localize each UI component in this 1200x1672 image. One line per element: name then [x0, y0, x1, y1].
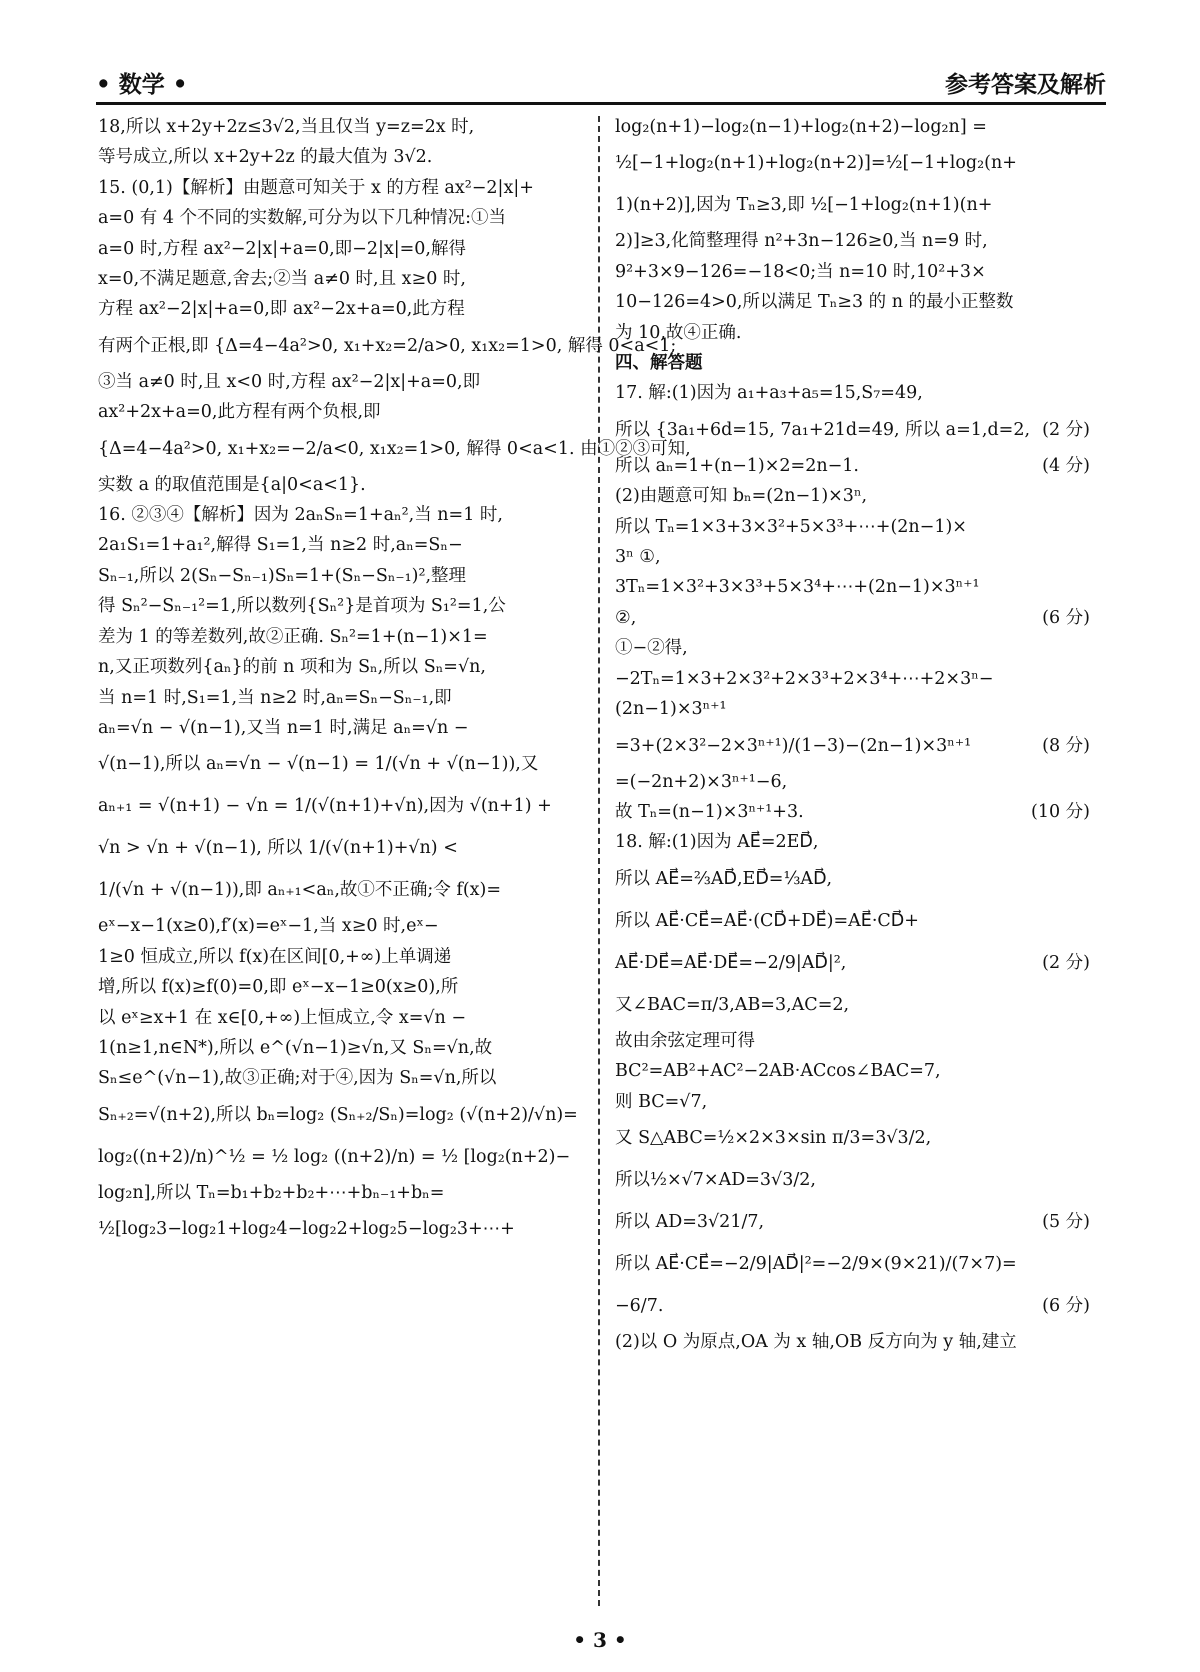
- text-line: 16. ②③④【解析】因为 2aₙSₙ=1+aₙ²,当 n=1 时,: [98, 505, 503, 526]
- text-line: [615, 725, 1090, 767]
- line-text: 1)(n+2)],因为 Tₙ≥3,即 ½[−1+log₂(n+1)(n+: [615, 195, 993, 216]
- text-line: [615, 900, 1090, 942]
- text-line: Sₙ₊₂=√(n+2),所以 bₙ=log₂ (Sₙ₊₂/Sₙ)=log₂ (√(n+2)/√n)=: [98, 1104, 578, 1125]
- text-line: [615, 142, 1090, 184]
- text-line: aₙ=√n − √(n−1),又当 n=1 时,满足 aₙ=√n −: [98, 717, 469, 738]
- line-text: 9²+3×9−126=−18<0;当 n=10 时,10²+3×: [615, 261, 986, 282]
- text-line: 差为 1 的等差数列,故②正确. Sₙ²=1+(n−1)×1=: [98, 626, 488, 647]
- right-column: [615, 112, 1090, 1357]
- line-text: =3+(2×3²−2×3ⁿ⁺¹)/(1−3)−(2n−1)×3ⁿ⁺¹: [615, 735, 972, 756]
- line-text: =(−2n+2)×3ⁿ⁺¹−6,: [615, 771, 788, 792]
- text-line: aₙ₊₁ = √(n+1) − √n = 1/(√(n+1)+√n),因为 √(n+1) +: [98, 796, 552, 817]
- line-text: 为 10,故④正确.: [615, 322, 742, 343]
- line-text: 故 Tₙ=(n−1)×3ⁿ⁺¹+3.: [615, 801, 804, 822]
- line-text: 四、解答题: [615, 353, 703, 374]
- text-line: [615, 287, 1090, 317]
- text-line: [615, 572, 1090, 602]
- text-line: [615, 226, 1090, 256]
- text-line: [615, 1087, 1090, 1117]
- subject-label: • 数学 •: [96, 71, 188, 98]
- text-line: 1/(√n + √(n−1)),即 aₙ₊₁<aₙ,故①不正确;令 f(x)=: [98, 880, 502, 901]
- text-line: [615, 481, 1090, 511]
- line-text: log₂(n+1)−log₂(n−1)+log₂(n+2)−log₂n] =: [615, 117, 987, 137]
- score-marker: (6 分): [1042, 1295, 1090, 1316]
- text-line: 15. (0,1)【解析】由题意可知关于 x 的方程 ax²−2|x|+: [98, 177, 534, 198]
- line-text: 所以 Tₙ=1×3+3×3²+5×3³+⋯+(2n−1)×: [615, 516, 967, 537]
- text-line: [615, 664, 1090, 694]
- text-line: 实数 a 的取值范围是{a|0<a<1}.: [98, 474, 366, 495]
- text-line: √(n−1),所以 aₙ=√n − √(n−1) = 1/(√n + √(n−1)),又: [98, 754, 539, 775]
- section-heading: [615, 348, 1090, 378]
- line-text: (2n−1)×3ⁿ⁺¹: [615, 699, 727, 720]
- text-line: n,又正项数列{aₙ}的前 n 项和为 Sₙ,所以 Sₙ=√n,: [98, 657, 486, 678]
- text-line: 当 n=1 时,S₁=1,当 n≥2 时,aₙ=Sₙ−Sₙ₋₁,即: [98, 687, 452, 708]
- text-line: ½[log₂3−log₂1+log₂4−log₂2+log₂5−log₂3+⋯+: [98, 1219, 515, 1240]
- text-line: 等号成立,所以 x+2y+2z 的最大值为 3√2.: [98, 147, 433, 168]
- line-text: 所以 {3a₁+6d=15, 7a₁+21d=49, 所以 a=1,d=2,: [615, 419, 1031, 440]
- text-line: [615, 633, 1090, 663]
- text-line: [615, 858, 1090, 900]
- line-text: 3ⁿ ①,: [615, 547, 661, 568]
- line-text: 17. 解:(1)因为 a₁+a₃+a₅=15,S₇=49,: [615, 383, 923, 404]
- line-text: 3Tₙ=1×3²+3×3³+5×3⁴+⋯+(2n−1)×3ⁿ⁺¹: [615, 577, 980, 598]
- text-line: [615, 942, 1090, 984]
- text-line: [615, 542, 1090, 572]
- text-line: eˣ−x−1(x≥0),f′(x)=eˣ−1,当 x≥0 时,eˣ−: [98, 916, 439, 937]
- text-line: x=0,不满足题意,舍去;②当 a≠0 时,且 x≥0 时,: [98, 269, 466, 290]
- line-text: 故由余弦定理可得: [615, 1030, 755, 1051]
- text-line: [615, 767, 1090, 797]
- text-line: [615, 694, 1090, 724]
- text-line: [615, 984, 1090, 1026]
- text-line: Sₙ≤e^(√n−1),故③正确;对于④,因为 Sₙ=√n,所以: [98, 1068, 497, 1089]
- line-text: (2)以 O 为原点,OA 为 x 轴,OB 反方向为 y 轴,建立: [615, 1331, 1017, 1352]
- text-line: log₂n],所以 Tₙ=b₁+b₂+b₂+⋯+bₙ₋₁+bₙ=: [98, 1182, 445, 1203]
- score-marker: (5 分): [1042, 1211, 1090, 1232]
- text-line: [615, 827, 1090, 857]
- page-header: [96, 62, 1106, 105]
- text-line: 1(n≥1,n∈N*),所以 e^(√n−1)≥√n,又 Sₙ=√n,故: [98, 1037, 493, 1058]
- text-line: [615, 409, 1090, 451]
- text-line: 以 eˣ≥x+1 在 x∈[0,+∞)上恒成立,令 x=√n −: [98, 1007, 467, 1028]
- line-text: 所以 aₙ=1+(n−1)×2=2n−1.: [615, 455, 859, 476]
- line-text: ②,: [615, 607, 637, 628]
- line-text: ½[−1+log₂(n+1)+log₂(n+2)]=½[−1+log₂(n+: [615, 153, 1017, 174]
- text-line: a=0 有 4 个不同的实数解,可分为以下几种情况:①当: [98, 208, 507, 229]
- line-text: 所以½×√7×AD=3√3/2,: [615, 1169, 816, 1190]
- score-marker: (2 分): [1042, 952, 1090, 973]
- text-line: [615, 1159, 1090, 1201]
- line-text: 所以 AE⃗=⅔AD⃗,ED⃗=⅓AD⃗,: [615, 868, 833, 889]
- text-line: 得 Sₙ²−Sₙ₋₁²=1,所以数列{Sₙ²}是首项为 S₁²=1,公: [98, 596, 506, 617]
- text-line: 有两个正根,即 {Δ=4−4a²>0, x₁+x₂=2/a>0, x₁x₂=1>0, 解得 0<a<1;: [98, 335, 677, 356]
- text-line: 方程 ax²−2|x|+a=0,即 ax²−2x+a=0,此方程: [98, 299, 465, 320]
- text-line: [615, 112, 1090, 142]
- text-line: log₂((n+2)/n)^½ = ½ log₂ ((n+2)/n) = ½ [log₂(n+2)−: [98, 1146, 571, 1167]
- score-marker: (4 分): [1042, 455, 1090, 476]
- line-text: 所以 AE⃗·CE⃗=−2/9|AD⃗|²=−2/9×(9×21)/(7×7)=: [615, 1253, 1017, 1274]
- text-line: 1≥0 恒成立,所以 f(x)在区间[0,+∞)上单调递: [98, 946, 452, 967]
- text-line: ax²+2x+a=0,此方程有两个负根,即: [98, 402, 381, 423]
- line-text: ①−②得,: [615, 638, 688, 659]
- score-marker: (8 分): [1042, 735, 1090, 756]
- text-line: [615, 1327, 1090, 1357]
- score-marker: (6 分): [1042, 607, 1090, 628]
- text-line: [615, 1285, 1090, 1327]
- line-text: AE⃗·DE⃗=AE⃗·DE⃗=−2/9|AD⃗|²,: [615, 952, 847, 973]
- line-text: 又 S△ABC=½×2×3×sin π/3=3√3/2,: [615, 1127, 932, 1148]
- text-line: [615, 184, 1090, 226]
- text-line: 18,所以 x+2y+2z≤3√2,当且仅当 y=z=2x 时,: [98, 117, 475, 137]
- text-line: [615, 1026, 1090, 1056]
- line-text: 所以 AE⃗·CE⃗=AE⃗·(CD⃗+DE⃗)=AE⃗·CD⃗+: [615, 910, 919, 931]
- line-text: 18. 解:(1)因为 AE⃗=2ED⃗,: [615, 832, 819, 853]
- line-text: −2Tₙ=1×3+2×3²+2×3³+2×3⁴+⋯+2×3ⁿ−: [615, 668, 994, 689]
- text-line: [615, 1201, 1090, 1243]
- text-line: ③当 a≠0 时,且 x<0 时,方程 ax²−2|x|+a=0,即: [98, 371, 481, 392]
- text-line: [615, 451, 1090, 481]
- line-text: 所以 AD=3√21/7,: [615, 1211, 765, 1232]
- text-line: {Δ=4−4a²>0, x₁+x₂=−2/a<0, x₁x₂=1>0, 解得 0<a<1. 由①②③可知,: [98, 438, 691, 459]
- page-number: • 3 •: [573, 1628, 627, 1652]
- section-title: 参考答案及解析: [945, 71, 1106, 98]
- text-line: a=0 时,方程 ax²−2|x|+a=0,即−2|x|=0,解得: [98, 238, 466, 259]
- line-text: (2)由题意可知 bₙ=(2n−1)×3ⁿ,: [615, 486, 868, 507]
- text-line: [615, 318, 1090, 348]
- text-line: [615, 797, 1090, 827]
- text-line: [615, 1243, 1090, 1285]
- text-line: √n > √n + √(n−1), 所以 1/(√(n+1)+√n) <: [98, 838, 458, 859]
- line-text: 10−126=4>0,所以满足 Tₙ≥3 的 n 的最小正整数: [615, 292, 1014, 313]
- text-line: Sₙ₋₁,所以 2(Sₙ−Sₙ₋₁)Sₙ=1+(Sₙ−Sₙ₋₁)²,整理: [98, 565, 467, 586]
- score-marker: (2 分): [1042, 419, 1090, 440]
- text-line: [615, 1117, 1090, 1159]
- line-text: 2)]≥3,化简整理得 n²+3n−126≥0,当 n=9 时,: [615, 231, 988, 252]
- text-line: [615, 1056, 1090, 1086]
- text-line: [615, 378, 1090, 408]
- score-marker: (10 分): [1031, 801, 1090, 822]
- line-text: 又∠BAC=π/3,AB=3,AC=2,: [615, 994, 850, 1015]
- text-line: 增,所以 f(x)≥f(0)=0,即 eˣ−x−1≥0(x≥0),所: [98, 977, 459, 998]
- text-line: 2a₁S₁=1+a₁²,解得 S₁=1,当 n≥2 时,aₙ=Sₙ−: [98, 535, 463, 556]
- line-text: −6/7.: [615, 1295, 664, 1316]
- line-text: 则 BC=√7,: [615, 1091, 708, 1112]
- text-line: [615, 603, 1090, 633]
- text-line: [615, 512, 1090, 542]
- line-text: BC²=AB²+AC²−2AB·ACcos∠BAC=7,: [615, 1061, 941, 1082]
- text-line: [615, 257, 1090, 287]
